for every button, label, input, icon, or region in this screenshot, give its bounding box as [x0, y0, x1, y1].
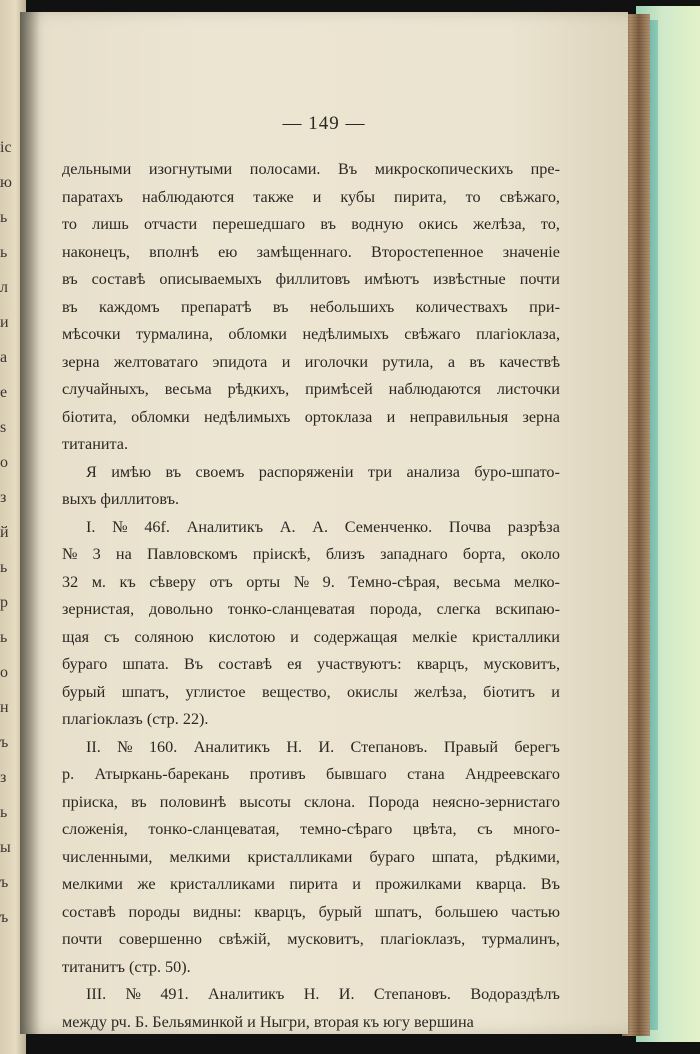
- left-margin-glyph: ъ: [0, 909, 9, 926]
- text-line: титанитъ (стр. 50).: [62, 957, 191, 976]
- left-margin-glyph: ы: [0, 839, 11, 856]
- left-margin-glyph: ь: [0, 559, 8, 576]
- text-line: бураго шпата. Въ составѣ ея участвуютъ: кварцъ, мусковитъ,: [62, 655, 560, 673]
- text-line: почти совершенно свѣжій, мусковитъ, плагіоклазъ, турмалинъ,: [62, 930, 560, 948]
- text-line: щая съ соляною кислотою и содержащая мелкіе кристаллики: [62, 627, 560, 646]
- left-page-margin-text: [0, 130, 22, 970]
- left-margin-glyph: ь: [0, 629, 8, 646]
- page-gutter-shadow: [20, 12, 40, 1034]
- left-margin-glyph: и: [0, 314, 9, 331]
- left-margin-glyph: ь: [0, 804, 8, 821]
- left-margin-glyph: ic: [0, 139, 12, 156]
- text-line: мѣсочки турмалина, обломки недѣлимыхъ свѣжаго плагіоклаза,: [62, 325, 560, 343]
- text-line: № 3 на Павловскомъ пріискѣ, близъ западнаго борта, около: [62, 545, 560, 563]
- text-line: мелкими же кристалликами пирита и прожилками кварца. Въ: [62, 875, 560, 893]
- text-line: численными, мелкими кристалликами бураго шпата, рѣдкими,: [62, 847, 560, 866]
- text-line: между рч. Б. Бельяминкой и Ныгри, вторая къ югу вершина: [62, 1012, 474, 1031]
- text-line: случайныхъ, весьма рѣдкихъ, примѣсей наблюдаются листочки: [62, 380, 560, 398]
- left-margin-glyph: е: [0, 384, 8, 401]
- left-margin-glyph: ь: [0, 209, 8, 226]
- text-line: III. № 491. Аналитикъ Н. И. Степановъ. Водораздѣлъ: [86, 985, 560, 1003]
- text-line: паратахъ наблюдаются также и кубы пирита, то свѣжаго,: [62, 187, 560, 206]
- left-margin-glyph: а: [0, 349, 8, 366]
- left-margin-glyph: ъ: [0, 874, 9, 891]
- text-line: составѣ породы видны: кварцъ, бурый шпатъ, большею частью: [62, 902, 560, 921]
- text-line: бурый шпатъ, углистое вещество, окислы желѣза, біотитъ и: [62, 682, 560, 701]
- text-line: II. № 160. Аналитикъ Н. И. Степановъ. Правый берегъ: [86, 737, 560, 756]
- text-line: біотита, обломки недѣлимыхъ ортоклаза и неправильныя зерна: [62, 407, 560, 426]
- left-margin-glyph: ю: [0, 174, 12, 191]
- text-line: титанита.: [62, 435, 129, 453]
- text-line: I. № 46f. Аналитикъ А. А. Семенченко. Почва разрѣза: [86, 517, 560, 536]
- text-line: плагіоклазъ (стр. 22).: [62, 710, 209, 728]
- text-line: пріиска, въ половинѣ высоты склона. Порода неясно-зернистаго: [62, 792, 560, 811]
- text-line: зерна желтоватаго эпидота и иголочки рутила, а въ качествѣ: [62, 352, 560, 371]
- page-number: — 149 —: [282, 113, 366, 134]
- left-margin-glyph: ь: [0, 244, 8, 261]
- page-body: [62, 156, 560, 1036]
- text-line: зернистая, довольно тонко-сланцеватая порода, слегка вскипаю-: [62, 600, 560, 618]
- left-margin-glyph: й: [0, 524, 9, 541]
- text-line: р. Атыркань-барекань противъ бывшаго стана Андреевскаго: [62, 765, 560, 783]
- left-margin-glyph: ъ: [0, 734, 9, 751]
- left-margin-glyph: н: [0, 699, 9, 716]
- text-line: въ составѣ описываемыхъ филлитовъ имѣютъ извѣстные почти: [62, 270, 560, 288]
- text-line: въ каждомъ препаратѣ въ небольшихъ количествахъ при-: [62, 297, 560, 316]
- left-margin-glyph: з: [0, 769, 7, 786]
- text-line: то лишь отчасти перешедшаго въ водную окись желѣза, то,: [62, 215, 560, 233]
- left-margin-glyph: р: [0, 594, 8, 611]
- text-line: выхъ филлитовъ.: [62, 490, 179, 508]
- left-margin-glyph: о: [0, 454, 8, 471]
- text-line: 32 м. къ сѣверу отъ орты № 9. Темно-сѣрая, весьма мелко-: [62, 572, 560, 591]
- text-line: наконецъ, вполнѣ ею замѣщеннаго. Второстепенное значеніе: [62, 242, 560, 261]
- text-line: сложенія, тонко-сланцеватая, темно-сѣраго цвѣта, съ много-: [62, 820, 560, 838]
- text-line: Я имѣю въ своемъ распоряженіи три анализа буро-шпато-: [86, 462, 560, 481]
- left-margin-glyph: s: [0, 419, 7, 436]
- left-margin-glyph: л: [0, 279, 8, 296]
- left-margin-glyph: о: [0, 664, 8, 681]
- left-margin-glyph: з: [0, 489, 7, 506]
- text-line: дельными изогнутыми полосами. Въ микроскопическихъ пре-: [62, 160, 560, 178]
